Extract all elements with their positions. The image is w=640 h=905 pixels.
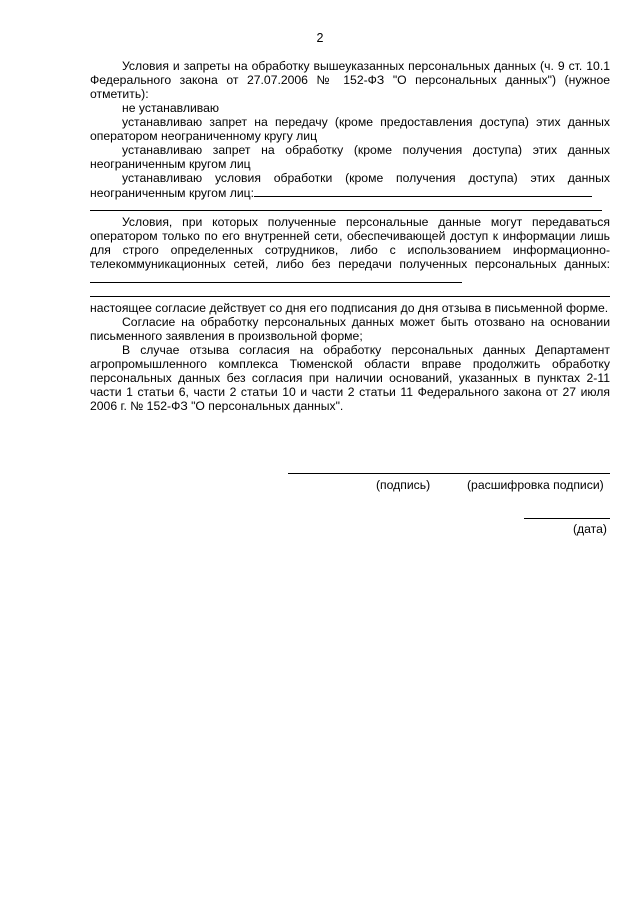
fill-in-line[interactable]	[90, 286, 610, 297]
date-label: (дата)	[573, 522, 607, 536]
fill-in-line[interactable]	[90, 271, 462, 283]
signature-label: (подпись)	[376, 478, 431, 492]
signature-line[interactable]	[288, 473, 610, 474]
option-set-conditions	[90, 171, 610, 200]
option-not-set: не устанавливаю	[122, 101, 220, 115]
option-set-conditions-text: устанавливаю условия обработки (кроме получения доступа) этих данных неограниченным кругом лиц:	[90, 171, 610, 200]
option-ban-processing: устанавливаю запрет на обработку (кроме получения доступа) этих данных неограниченным кругом лиц	[90, 143, 610, 171]
date-line[interactable]	[524, 518, 610, 519]
page-number: 2	[316, 31, 324, 45]
conditions-paragraph: Условия и запреты на обработку вышеуказанных персональных данных (ч. 9 ст. 10.1 Федерального закона от 27.07.2006 № 152-ФЗ "О персональных данных") (нужное отметить):	[90, 59, 610, 101]
fill-in-line[interactable]	[90, 200, 602, 211]
document-body	[90, 59, 610, 413]
transfer-conditions-text: Условия, при которых полученные персональные данные могут передаваться оператором только по его внутренней сети, обеспечивающей доступ к информации лишь для строго определенных сотрудников, либо с использованием информационно-телекоммуникационных сетей, либо без передачи полученных персональных данных:	[90, 215, 610, 271]
validity-paragraph: настоящее согласие действует со дня его подписания до дня отзыва в письменной форме.	[90, 301, 609, 315]
fill-in-line[interactable]	[254, 185, 592, 197]
revocation-paragraph: Согласие на обработку персональных данных может быть отозвано на основании письменного заявления в произвольной форме;	[90, 315, 610, 343]
option-ban-transfer: устанавливаю запрет на передачу (кроме предоставления доступа) этих данных оператором неограниченному кругу лиц	[90, 115, 610, 143]
signature-name-label: (расшифровка подписи)	[467, 478, 604, 492]
continuation-paragraph: В случае отзыва согласия на обработку персональных данных Департамент агропромышленного комплекса Тюменской области вправе продолжить обработку персональных данных без согласия при наличии оснований, указанных в пунктах 2-11 части 1 статьи 6, части 2 статьи 10 и части 2 статьи 11 Федерального закона от 27 июля 2006 г. № 152-ФЗ "О персональных данных".	[90, 343, 610, 413]
transfer-conditions-paragraph	[90, 215, 610, 286]
